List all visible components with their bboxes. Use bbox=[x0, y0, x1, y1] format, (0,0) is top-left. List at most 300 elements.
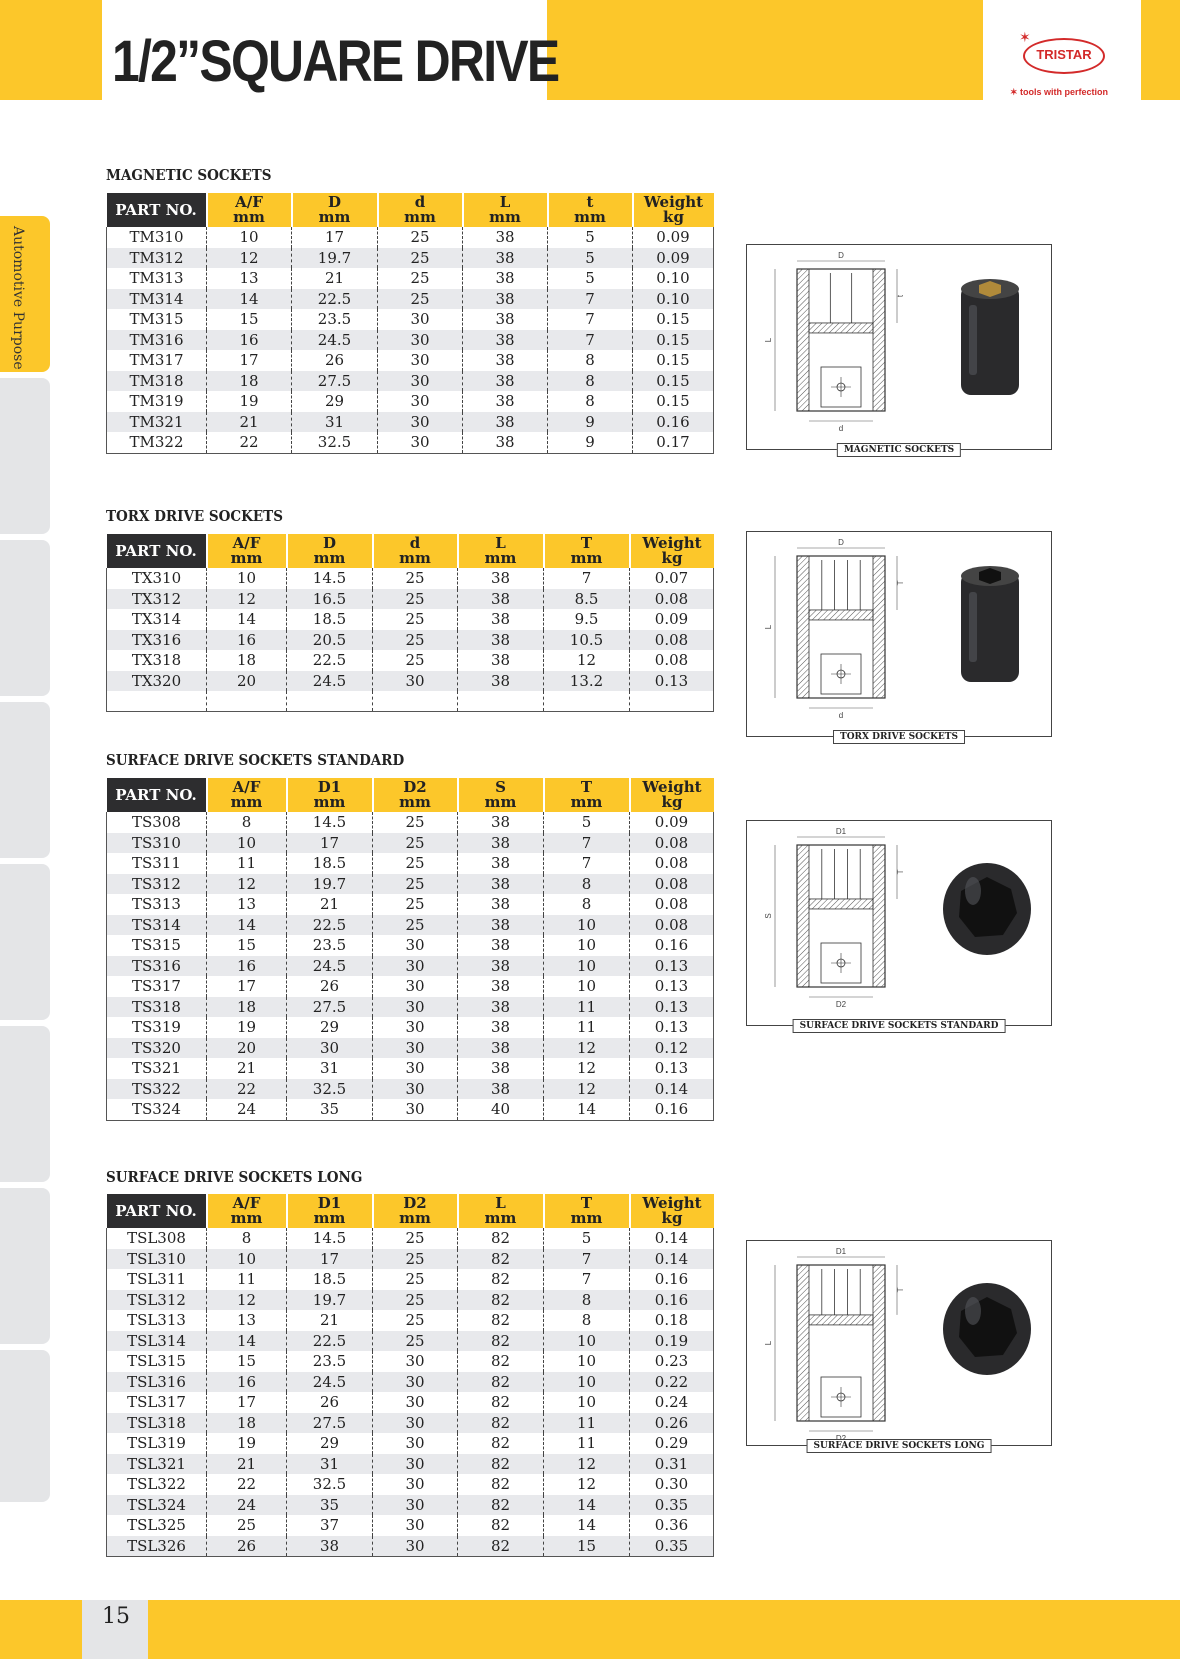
value-cell: 14 bbox=[207, 609, 287, 630]
value-cell: 38 bbox=[458, 568, 544, 589]
surface-long-diagram bbox=[746, 1240, 1052, 1451]
table-row bbox=[107, 1372, 714, 1393]
dim-label-left: L bbox=[764, 1340, 773, 1346]
value-cell: 12 bbox=[207, 874, 287, 895]
diagram-svg bbox=[747, 1241, 1053, 1447]
value-cell: 30 bbox=[373, 1099, 458, 1120]
table-row bbox=[107, 289, 714, 310]
value-cell: 0.23 bbox=[630, 1351, 714, 1372]
header-cell bbox=[207, 778, 287, 812]
value-cell: 31 bbox=[287, 1058, 373, 1079]
side-tab-7[interactable] bbox=[0, 1188, 50, 1344]
value-cell: 82 bbox=[458, 1495, 544, 1516]
header-unit: mm bbox=[484, 1209, 517, 1227]
header-cell bbox=[373, 778, 458, 812]
value-cell: 30 bbox=[373, 1017, 458, 1038]
part-number-cell: TS311 bbox=[107, 853, 207, 874]
value-cell: 24.5 bbox=[287, 956, 373, 977]
table-row bbox=[107, 268, 714, 289]
value-cell: 30 bbox=[373, 671, 458, 692]
header-part-no: PART NO. bbox=[107, 778, 207, 812]
part-number-cell: TSL315 bbox=[107, 1351, 207, 1372]
dim-label-top: D bbox=[838, 251, 844, 260]
header-cell bbox=[378, 193, 463, 227]
brand-logo bbox=[1013, 30, 1109, 78]
header-part-no: PART NO. bbox=[107, 193, 207, 227]
value-cell: 25 bbox=[373, 1249, 458, 1270]
value-cell: 8 bbox=[548, 350, 633, 371]
header-label: S bbox=[495, 778, 506, 796]
table-row bbox=[107, 1079, 714, 1100]
value-cell: 26 bbox=[287, 976, 373, 997]
value-cell: 0.15 bbox=[633, 350, 714, 371]
value-cell: 10 bbox=[544, 976, 630, 997]
header-unit: mm bbox=[570, 793, 603, 811]
value-cell: 7 bbox=[544, 1269, 630, 1290]
value-cell: 38 bbox=[458, 650, 544, 671]
table-row-empty bbox=[107, 691, 714, 711]
part-number-cell: TM313 bbox=[107, 268, 207, 289]
value-cell: 5 bbox=[548, 227, 633, 248]
value-cell: 14 bbox=[544, 1495, 630, 1516]
value-cell: 12 bbox=[544, 1079, 630, 1100]
value-cell: 17 bbox=[207, 350, 292, 371]
value-cell: 8.5 bbox=[544, 589, 630, 610]
table-row bbox=[107, 956, 714, 977]
value-cell: 16 bbox=[207, 1372, 287, 1393]
value-cell: 7 bbox=[548, 289, 633, 310]
part-number-cell: TSL311 bbox=[107, 1269, 207, 1290]
value-cell: 38 bbox=[458, 1058, 544, 1079]
dim-label-top: D1 bbox=[835, 827, 847, 836]
value-cell: 14.5 bbox=[287, 568, 373, 589]
header-cell bbox=[630, 1194, 714, 1228]
part-number-cell: TX318 bbox=[107, 650, 207, 671]
part-number-cell: TM316 bbox=[107, 330, 207, 351]
value-cell: 22.5 bbox=[287, 650, 373, 671]
value-cell: 82 bbox=[458, 1413, 544, 1434]
value-cell: 38 bbox=[458, 833, 544, 854]
dim-label-side: T bbox=[896, 580, 905, 586]
value-cell: 0.30 bbox=[630, 1474, 714, 1495]
value-cell: 26 bbox=[292, 350, 378, 371]
header-cell bbox=[544, 778, 630, 812]
part-number-cell: TM310 bbox=[107, 227, 207, 248]
table-row bbox=[107, 1290, 714, 1311]
part-number-cell: TS315 bbox=[107, 935, 207, 956]
value-cell: 11 bbox=[544, 1433, 630, 1454]
header-label: D1 bbox=[317, 778, 342, 796]
value-cell: 20 bbox=[207, 1038, 287, 1059]
value-cell: 25 bbox=[373, 650, 458, 671]
side-tab-8[interactable] bbox=[0, 1350, 50, 1502]
value-cell: 0.13 bbox=[630, 671, 714, 692]
table-row bbox=[107, 1058, 714, 1079]
value-cell: 20.5 bbox=[287, 630, 373, 651]
value-cell: 11 bbox=[544, 1017, 630, 1038]
value-cell: 24.5 bbox=[292, 330, 378, 351]
diagram-svg bbox=[747, 532, 1053, 738]
value-cell: 0.08 bbox=[630, 833, 714, 854]
value-cell: 82 bbox=[458, 1228, 544, 1249]
value-cell: 0.36 bbox=[630, 1515, 714, 1536]
value-cell: 82 bbox=[458, 1536, 544, 1557]
value-cell: 0.22 bbox=[630, 1372, 714, 1393]
part-number-cell: TS318 bbox=[107, 997, 207, 1018]
value-cell: 18.5 bbox=[287, 853, 373, 874]
value-cell: 0.09 bbox=[630, 812, 714, 833]
table-row bbox=[107, 227, 714, 248]
value-cell: 25 bbox=[373, 630, 458, 651]
value-cell: 15 bbox=[207, 1351, 287, 1372]
value-cell: 12 bbox=[544, 650, 630, 671]
header-cell bbox=[287, 534, 373, 568]
value-cell: 0.10 bbox=[633, 289, 714, 310]
value-cell: 23.5 bbox=[287, 935, 373, 956]
value-cell: 30 bbox=[373, 1495, 458, 1516]
value-cell: 27.5 bbox=[287, 997, 373, 1018]
value-cell: 38 bbox=[458, 976, 544, 997]
value-cell: 38 bbox=[463, 412, 548, 433]
value-cell: 30 bbox=[378, 330, 463, 351]
value-cell: 11 bbox=[207, 853, 287, 874]
value-cell: 22 bbox=[207, 432, 292, 453]
value-cell: 7 bbox=[548, 309, 633, 330]
table-row bbox=[107, 432, 714, 453]
dim-label-top: D bbox=[838, 538, 844, 547]
value-cell: 19.7 bbox=[287, 874, 373, 895]
value-cell: 82 bbox=[458, 1249, 544, 1270]
header-unit: kg bbox=[661, 1209, 683, 1227]
value-cell: 5 bbox=[544, 1228, 630, 1249]
value-cell: 38 bbox=[463, 227, 548, 248]
value-cell: 0.08 bbox=[630, 874, 714, 895]
surface-standard-diagram bbox=[746, 820, 1052, 1031]
table-header-row bbox=[107, 1194, 714, 1228]
wall-right bbox=[873, 845, 885, 987]
section-title-torx: TORX DRIVE SOCKETS bbox=[106, 507, 283, 525]
value-cell: 30 bbox=[378, 350, 463, 371]
wall-right bbox=[873, 269, 885, 411]
table-row bbox=[107, 935, 714, 956]
part-number-cell: TS322 bbox=[107, 1079, 207, 1100]
footer-accent-left bbox=[0, 1600, 82, 1659]
value-cell: 37 bbox=[287, 1515, 373, 1536]
value-cell: 10 bbox=[544, 1331, 630, 1352]
header-label: Weight bbox=[643, 193, 704, 211]
value-cell: 12 bbox=[544, 1474, 630, 1495]
torx-drive-sockets-table bbox=[106, 534, 714, 712]
part-number-cell: TM322 bbox=[107, 432, 207, 453]
side-tab-automotive[interactable] bbox=[0, 216, 50, 372]
value-cell: 25 bbox=[373, 1269, 458, 1290]
value-cell: 30 bbox=[373, 1038, 458, 1059]
value-cell: 30 bbox=[373, 1454, 458, 1475]
section-title-surface-long: SURFACE DRIVE SOCKETS LONG bbox=[106, 1168, 363, 1186]
value-cell: 19 bbox=[207, 1433, 287, 1454]
diagram-svg bbox=[747, 821, 1053, 1027]
dim-label-bottom: D2 bbox=[835, 1000, 847, 1009]
value-cell: 38 bbox=[458, 812, 544, 833]
header-accent-right bbox=[1141, 0, 1180, 100]
value-cell: 0.29 bbox=[630, 1433, 714, 1454]
value-cell: 0.07 bbox=[630, 568, 714, 589]
value-cell: 31 bbox=[292, 412, 378, 433]
value-cell: 38 bbox=[458, 589, 544, 610]
value-cell: 22.5 bbox=[287, 1331, 373, 1352]
part-number-cell: TSL319 bbox=[107, 1433, 207, 1454]
side-tab-2[interactable] bbox=[0, 378, 50, 534]
part-number-cell: TM317 bbox=[107, 350, 207, 371]
header-unit: mm bbox=[484, 549, 517, 567]
value-cell: 10 bbox=[544, 1392, 630, 1413]
value-cell: 10 bbox=[544, 915, 630, 936]
value-cell: 16 bbox=[207, 330, 292, 351]
value-cell: 8 bbox=[544, 894, 630, 915]
value-cell: 30 bbox=[373, 1515, 458, 1536]
value-cell: 0.15 bbox=[633, 371, 714, 392]
dim-label-side: T bbox=[896, 869, 905, 875]
value-cell: 25 bbox=[373, 853, 458, 874]
part-number-cell: TSL310 bbox=[107, 1249, 207, 1270]
header-label: A/F bbox=[232, 1194, 261, 1212]
part-number-cell: TX314 bbox=[107, 609, 207, 630]
value-cell: 0.16 bbox=[630, 1290, 714, 1311]
value-cell: 38 bbox=[463, 289, 548, 310]
value-cell: 10 bbox=[544, 1351, 630, 1372]
value-cell: 30 bbox=[373, 1433, 458, 1454]
value-cell: 0.08 bbox=[630, 630, 714, 651]
value-cell: 23.5 bbox=[287, 1351, 373, 1372]
header-cell bbox=[458, 534, 544, 568]
part-number-cell: TSL308 bbox=[107, 1228, 207, 1249]
table-row bbox=[107, 609, 714, 630]
socket-highlight bbox=[969, 305, 977, 375]
table-row bbox=[107, 1017, 714, 1038]
header-unit: kg bbox=[661, 793, 683, 811]
value-cell: 30 bbox=[373, 1058, 458, 1079]
side-tab-4[interactable] bbox=[0, 702, 50, 858]
surface-drive-sockets-long-table bbox=[106, 1194, 714, 1557]
header-cell bbox=[463, 193, 548, 227]
value-cell: 24.5 bbox=[287, 1372, 373, 1393]
value-cell: 25 bbox=[207, 1515, 287, 1536]
part-number-cell: TS312 bbox=[107, 874, 207, 895]
value-cell: 32.5 bbox=[287, 1079, 373, 1100]
value-cell: 0.17 bbox=[633, 432, 714, 453]
value-cell: 38 bbox=[287, 1536, 373, 1557]
header-unit: mm bbox=[399, 549, 431, 567]
value-cell: 17 bbox=[287, 833, 373, 854]
side-tab-5[interactable] bbox=[0, 864, 50, 1020]
part-number-cell: TSL318 bbox=[107, 1413, 207, 1434]
value-cell: 24 bbox=[207, 1495, 287, 1516]
value-cell: 0.35 bbox=[630, 1536, 714, 1557]
value-cell: 29 bbox=[292, 391, 378, 412]
value-cell: 16 bbox=[207, 956, 287, 977]
value-cell: 21 bbox=[287, 1310, 373, 1331]
header-label: L bbox=[499, 193, 511, 211]
empty-cell bbox=[544, 691, 630, 711]
header-label: T bbox=[580, 534, 593, 552]
part-number-cell: TS313 bbox=[107, 894, 207, 915]
section-title-magnetic: MAGNETIC SOCKETS bbox=[106, 166, 272, 184]
header-cell bbox=[544, 534, 630, 568]
value-cell: 0.08 bbox=[630, 894, 714, 915]
socket-photo bbox=[943, 863, 1031, 955]
table-row bbox=[107, 997, 714, 1018]
value-cell: 10 bbox=[207, 227, 292, 248]
header-part-no: PART NO. bbox=[107, 1194, 207, 1228]
table-row bbox=[107, 671, 714, 692]
header-unit: mm bbox=[574, 208, 606, 226]
socket-highlight bbox=[965, 1297, 981, 1325]
value-cell: 12 bbox=[544, 1058, 630, 1079]
value-cell: 38 bbox=[458, 874, 544, 895]
value-cell: 18.5 bbox=[287, 1269, 373, 1290]
part-number-cell: TS319 bbox=[107, 1017, 207, 1038]
value-cell: 10 bbox=[544, 1372, 630, 1393]
header-cell bbox=[207, 534, 287, 568]
value-cell: 12 bbox=[207, 1290, 287, 1311]
part-number-cell: TSL324 bbox=[107, 1495, 207, 1516]
value-cell: 38 bbox=[458, 671, 544, 692]
value-cell: 15 bbox=[544, 1536, 630, 1557]
header-cell bbox=[458, 1194, 544, 1228]
value-cell: 82 bbox=[458, 1351, 544, 1372]
header-unit: kg bbox=[661, 549, 683, 567]
empty-cell bbox=[287, 691, 373, 711]
value-cell: 5 bbox=[548, 268, 633, 289]
side-tab-3[interactable] bbox=[0, 540, 50, 696]
header-label: D bbox=[327, 193, 341, 211]
part-number-cell: TS320 bbox=[107, 1038, 207, 1059]
value-cell: 30 bbox=[373, 1536, 458, 1557]
value-cell: 14 bbox=[207, 289, 292, 310]
header-unit: mm bbox=[318, 208, 351, 226]
cross-section-drawing bbox=[775, 548, 897, 708]
value-cell: 21 bbox=[292, 268, 378, 289]
value-cell: 0.24 bbox=[630, 1392, 714, 1413]
value-cell: 7 bbox=[544, 833, 630, 854]
header-accent-middle bbox=[547, 0, 983, 100]
value-cell: 18 bbox=[207, 371, 292, 392]
value-cell: 0.14 bbox=[630, 1079, 714, 1100]
value-cell: 25 bbox=[373, 874, 458, 895]
value-cell: 82 bbox=[458, 1392, 544, 1413]
tagline-star-icon: ✶ bbox=[1010, 87, 1021, 97]
star-icon: ✶ bbox=[1019, 30, 1031, 46]
header-cell bbox=[633, 193, 714, 227]
header-unit: mm bbox=[233, 208, 265, 226]
value-cell: 13 bbox=[207, 268, 292, 289]
header-label: D1 bbox=[317, 1194, 342, 1212]
value-cell: 22.5 bbox=[287, 915, 373, 936]
value-cell: 0.08 bbox=[630, 589, 714, 610]
table-header-row bbox=[107, 193, 714, 227]
part-number-cell: TSL316 bbox=[107, 1372, 207, 1393]
value-cell: 7 bbox=[548, 330, 633, 351]
part-number-cell: TM318 bbox=[107, 371, 207, 392]
table-row bbox=[107, 1351, 714, 1372]
value-cell: 38 bbox=[463, 350, 548, 371]
value-cell: 19 bbox=[207, 391, 292, 412]
value-cell: 12 bbox=[207, 589, 287, 610]
value-cell: 25 bbox=[378, 289, 463, 310]
part-number-cell: TM319 bbox=[107, 391, 207, 412]
part-number-cell: TS321 bbox=[107, 1058, 207, 1079]
value-cell: 32.5 bbox=[292, 432, 378, 453]
header-label: A/F bbox=[235, 193, 263, 211]
value-cell: 8 bbox=[544, 1290, 630, 1311]
table-row bbox=[107, 630, 714, 651]
section-title-surface-standard: SURFACE DRIVE SOCKETS STANDARD bbox=[106, 751, 405, 769]
value-cell: 14 bbox=[207, 1331, 287, 1352]
value-cell: 0.10 bbox=[633, 268, 714, 289]
value-cell: 0.09 bbox=[633, 227, 714, 248]
value-cell: 30 bbox=[373, 1392, 458, 1413]
table-row bbox=[107, 1228, 714, 1249]
header-label: Weight bbox=[642, 778, 702, 796]
value-cell: 25 bbox=[373, 915, 458, 936]
header-unit: mm bbox=[484, 793, 517, 811]
value-cell: 21 bbox=[207, 1454, 287, 1475]
value-cell: 0.12 bbox=[630, 1038, 714, 1059]
value-cell: 27.5 bbox=[292, 371, 378, 392]
table-row bbox=[107, 391, 714, 412]
side-tab-6[interactable] bbox=[0, 1026, 50, 1182]
value-cell: 30 bbox=[373, 956, 458, 977]
inner-step bbox=[809, 323, 873, 333]
value-cell: 27.5 bbox=[287, 1413, 373, 1434]
value-cell: 12 bbox=[544, 1454, 630, 1475]
value-cell: 19.7 bbox=[287, 1290, 373, 1311]
value-cell: 30 bbox=[373, 1413, 458, 1434]
value-cell: 16.5 bbox=[287, 589, 373, 610]
value-cell: 0.15 bbox=[633, 309, 714, 330]
value-cell: 30 bbox=[378, 391, 463, 412]
cross-section-drawing bbox=[775, 1257, 897, 1431]
value-cell: 11 bbox=[544, 997, 630, 1018]
value-cell: 30 bbox=[373, 997, 458, 1018]
brand-tagline bbox=[1010, 87, 1130, 98]
table-row bbox=[107, 1433, 714, 1454]
header-label: T bbox=[580, 1194, 593, 1212]
header-label: D2 bbox=[403, 778, 427, 796]
value-cell: 30 bbox=[373, 1351, 458, 1372]
part-number-cell: TSL321 bbox=[107, 1454, 207, 1475]
empty-cell bbox=[107, 691, 207, 711]
value-cell: 5 bbox=[548, 248, 633, 269]
part-number-cell: TM312 bbox=[107, 248, 207, 269]
magnetic-sockets-table bbox=[106, 193, 714, 454]
header-cell bbox=[287, 778, 373, 812]
header-cell bbox=[373, 1194, 458, 1228]
value-cell: 38 bbox=[463, 432, 548, 453]
header-unit: mm bbox=[399, 793, 431, 811]
header-label: A/F bbox=[232, 534, 261, 552]
value-cell: 11 bbox=[544, 1413, 630, 1434]
table-row bbox=[107, 412, 714, 433]
value-cell: 82 bbox=[458, 1372, 544, 1393]
part-number-cell: TSL317 bbox=[107, 1392, 207, 1413]
empty-cell bbox=[373, 691, 458, 711]
value-cell: 82 bbox=[458, 1515, 544, 1536]
part-number-cell: TX320 bbox=[107, 671, 207, 692]
header-cell bbox=[630, 534, 714, 568]
value-cell: 0.14 bbox=[630, 1228, 714, 1249]
value-cell: 38 bbox=[458, 1038, 544, 1059]
